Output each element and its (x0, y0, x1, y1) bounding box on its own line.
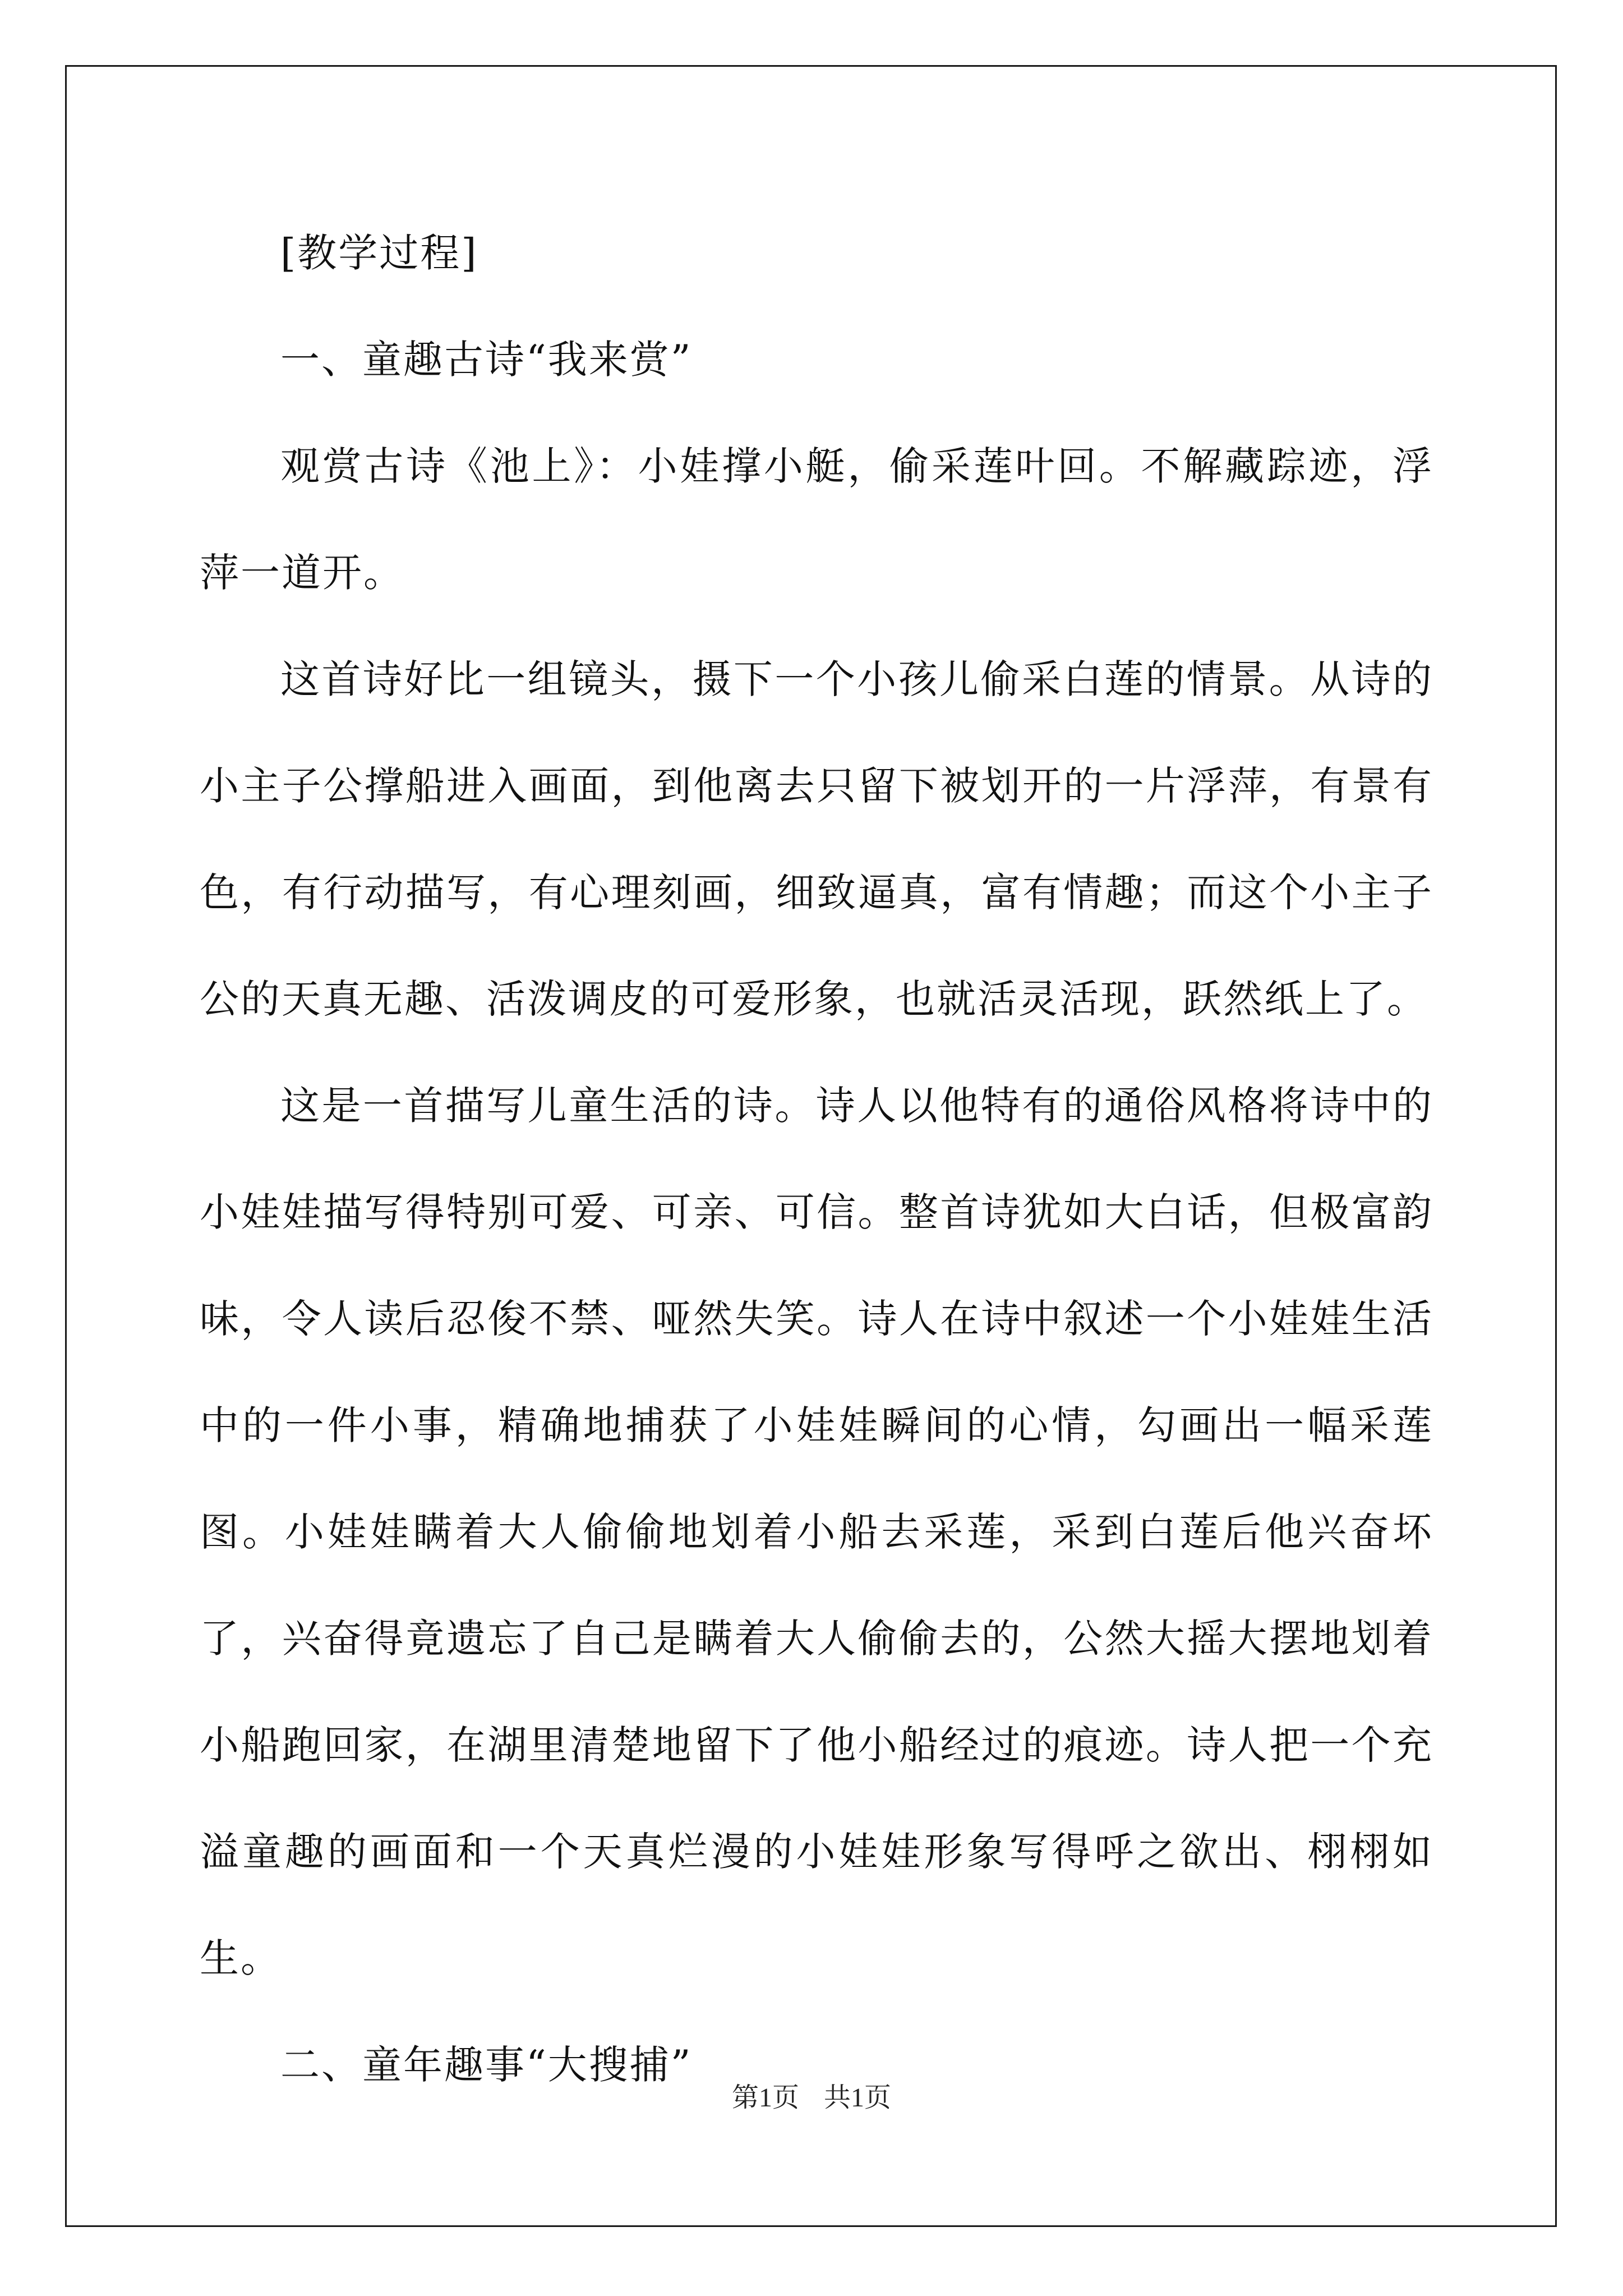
body-paragraph: 这是一首描写儿童生活的诗。诗人以他特有的通俗风格将诗中的小娃娃描写得特别可爱、可亲、可信。整首诗犹如大白话，但极富韵味，令人读后忍俊不禁、哑然失笑。诗人在诗中叙述一个小娃娃生活中的一件小事，精确地捕获了小娃娃瞬间的心情，勾画出一幅采莲图。小娃娃瞒着大人偷偷地划着小船去采莲，采到白莲后他兴奋坏了，兴奋得竟遗忘了自己是瞒着大人偷偷去的，公然大摇大摆地划着小船跑回家，在湖里清楚地留下了他小船经过的痕迹。诗人把一个充溢童趣的画面和一个天真烂漫的小娃娃形象写得呼之欲出、栩栩如生。 (200, 1083, 1433, 1981)
page-number: 第1页 (731, 2083, 799, 2113)
document-body (200, 200, 1433, 2118)
page-count: 共1页 (824, 2083, 892, 2113)
section-heading: 二、童年趣事“大搜捕” (280, 2042, 693, 2088)
body-paragraph: 这首诗好比一组镜头，摄下一个小孩儿偷采白莲的情景。从诗的小主子公撑船进入画面，到他离去只留下被划开的一片浮萍，有景有色，有行动描写，有心理刻画，细致逼真，富有情趣；而这个小主子公的天真无趣、活泼调皮的可爱形象，也就活灵活现，跃然纸上了。 (200, 656, 1433, 1022)
page-footer (0, 2076, 1623, 2114)
section-label: [教学过程] (280, 230, 478, 276)
section-heading: 一、童趣古诗“我来赏” (280, 337, 693, 383)
body-paragraph: 观赏古诗《池上》：小娃撑小艇，偷采莲叶回。不解藏踪迹，浮萍一道开。 (200, 443, 1433, 596)
